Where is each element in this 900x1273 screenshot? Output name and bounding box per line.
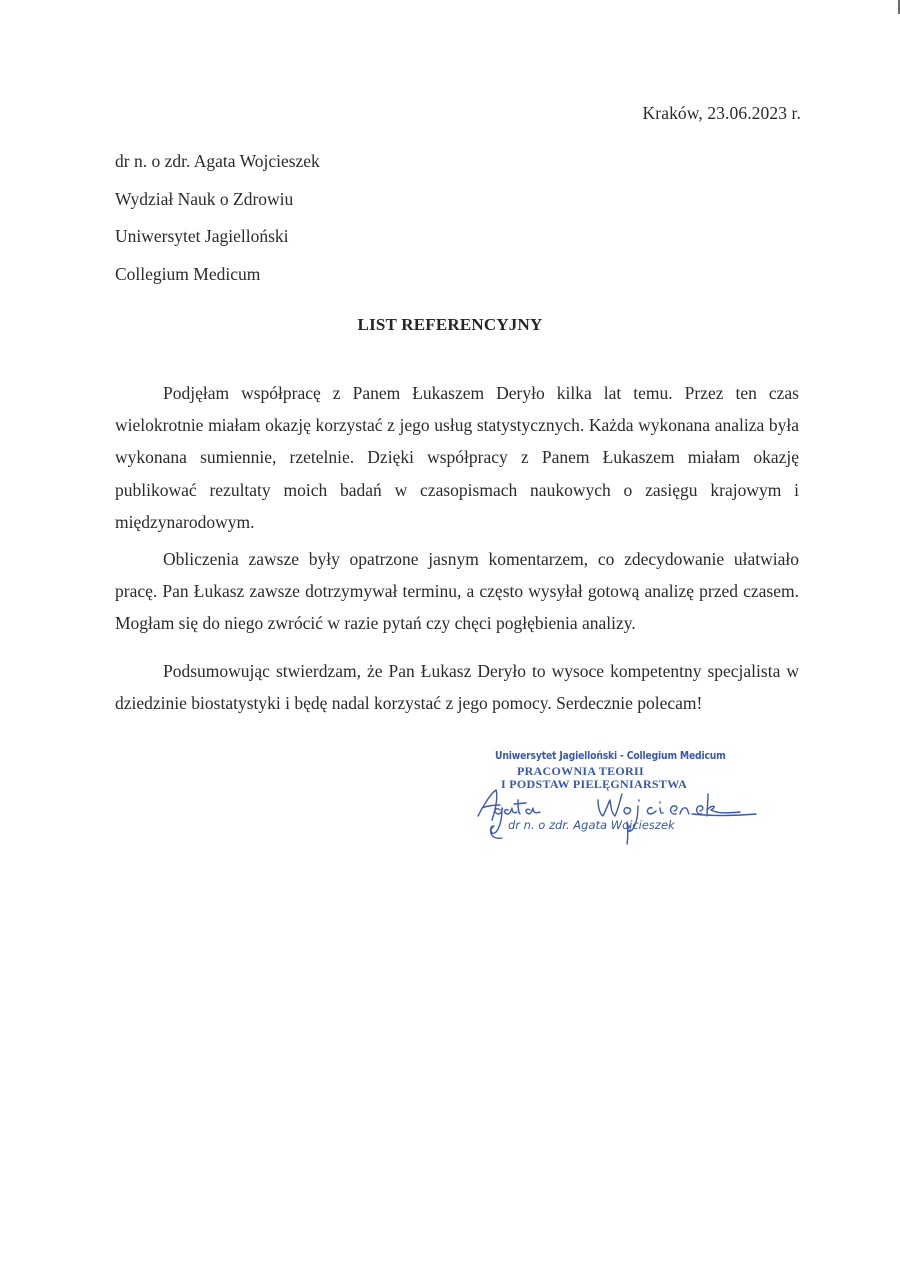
- recipient-faculty: Wydział Nauk o Zdrowiu: [115, 188, 294, 209]
- stamp-department-line2: I PODSTAW PIELĘGNIARSTWA: [501, 777, 688, 791]
- stamp-signer-name: dr n. o zdr. Agata Wojcieszek: [508, 818, 675, 832]
- paragraph-3: Podsumowując stwierdzam, że Pan Łukasz Deryło to wysoce kompetentny specjalista w dziedzinie biostatystyki i będę nadal korzystać z jego pomocy. Serdecznie polecam!: [115, 661, 799, 714]
- paragraph-1: Podjęłam współpracę z Panem Łukaszem Deryło kilka lat temu. Przez ten czas wielokrotnie miałam okazję korzystać z jego usług statystycznych. Każda wykonana analiza była wykonana sumiennie, rzetelnie. Dzięki współpracy z Panem Łukaszem miałam okazję publikować rezultaty moich badań w czasopismach naukowych o zasięgu krajowym i międzynarodowym.: [115, 383, 799, 532]
- signature-stroke-a: [478, 790, 500, 820]
- paragraph-2: Obliczenia zawsze były opatrzone jasnym komentarzem, co zdecydowanie ułatwiało pracę. Pan Łukasz zawsze dotrzymywał terminu, a często wysyłał gotową analizę przed czasem. Mogłam się do niego zwrócić w razie pytań czy chęci pogłębienia analizy.: [115, 549, 799, 634]
- recipient-block: [115, 143, 320, 293]
- place-date: Kraków, 23.06.2023 r.: [642, 103, 801, 123]
- recipient-name: dr n. o zdr. Agata Wojcieszek: [115, 151, 320, 171]
- handwritten-signature: [470, 786, 760, 848]
- signature-stroke-w: [598, 794, 622, 816]
- institution-stamp: [470, 748, 760, 848]
- paragraph-1-container: [115, 377, 799, 538]
- paragraph-3-container: [115, 655, 799, 719]
- recipient-university: Uniwersytet Jagielloński: [115, 226, 289, 246]
- letter-title: LIST REFERENCYJNY: [357, 315, 543, 334]
- stamp-institution: Uniwersytet Jagielloński - Collegium Medicum: [495, 750, 726, 762]
- paragraph-2-container: [115, 543, 799, 640]
- recipient-college: Collegium Medicum: [115, 263, 261, 284]
- stamp-department-line1: PRACOWNIA TEORII: [517, 764, 644, 778]
